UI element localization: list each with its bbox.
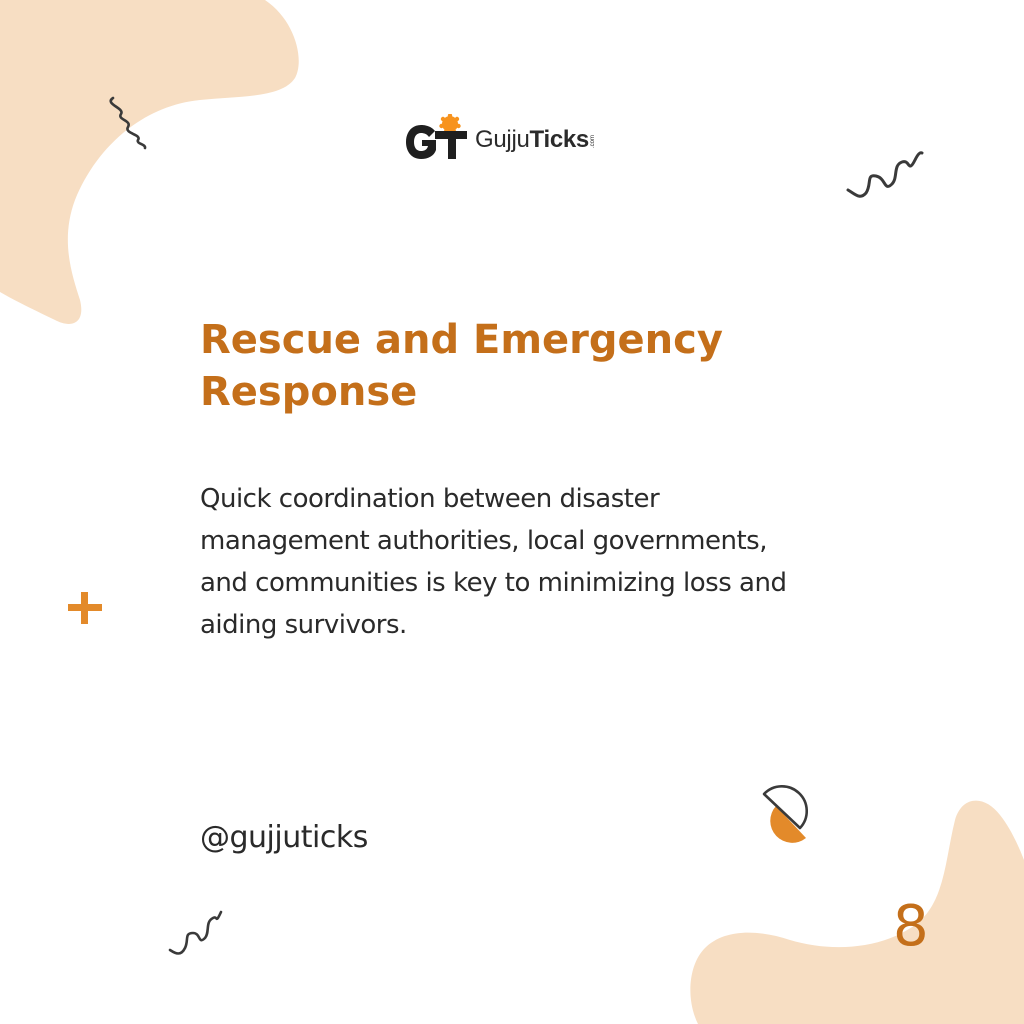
page-number: 8 [893,894,929,959]
squiggle-top-right-icon [848,153,922,196]
social-handle: @gujjuticks [200,820,368,855]
gt-logo-icon [405,114,469,162]
squiggle-bottom-left-icon [170,912,221,954]
brand-name-bold: Ticks [529,126,589,153]
blob-bottom-right [690,801,1024,1024]
brand-logo [405,114,596,162]
blob-top-left [0,0,299,324]
plus-icon [68,592,102,624]
brand-suffix: .com [589,135,596,149]
brand-name-light: Gujju [475,126,530,153]
slide-title: Rescue and Emergency Response [200,317,723,415]
slide-body: Quick coordination between disaster management authorities, local governments, and communities is key to minimizing loss and aiding survivors. [200,484,787,640]
brand-name [475,128,589,152]
half-circle-icon [764,786,807,843]
